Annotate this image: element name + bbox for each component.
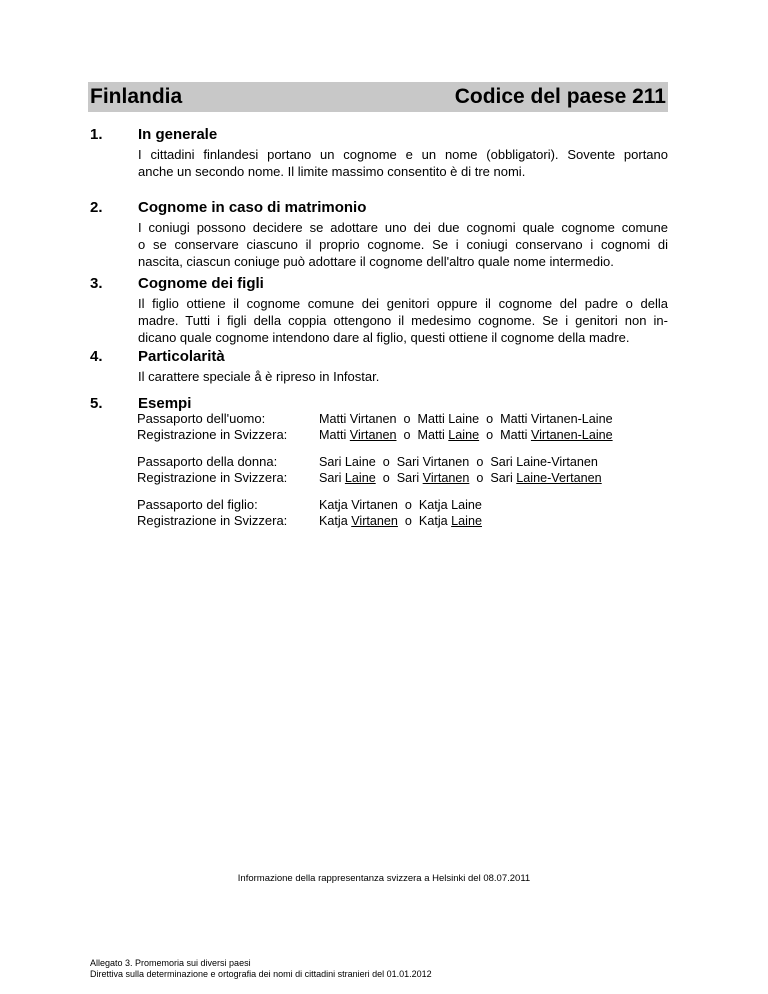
first-name: Sari (319, 471, 342, 485)
separator: o (403, 428, 411, 442)
body-line: Il figlio ottiene il cognome comune dei genitori oppure il cognome del padre o della (138, 296, 668, 311)
footer-line: Allegato 3. Promemoria sui diversi paesi (90, 958, 251, 968)
first-name: Katja (319, 514, 348, 528)
first-name: Matti (500, 428, 528, 442)
body-line: I coniugi possono decidere se adottare uno dei due cognomi quale cognome comune (138, 220, 668, 235)
name-variant: Sari Virtanen (396, 455, 470, 469)
separator: o (382, 471, 390, 485)
section-title: Esempi (138, 395, 192, 412)
example-values (319, 513, 482, 529)
first-name: Sari (490, 471, 513, 485)
example-label: Passaporto della donna: (137, 454, 278, 469)
example-label: Registrazione in Svizzera: (137, 513, 288, 528)
footer-line: Direttiva sulla determinazione e ortografia dei nomi di cittadini stranieri del 01.01.2012 (90, 969, 432, 979)
example-values (319, 454, 598, 470)
separator: o (486, 412, 494, 426)
section-number: 4. (90, 348, 103, 365)
section-number: 1. (90, 126, 103, 143)
surname-underlined: Virtanen-Laine (530, 428, 613, 442)
section-title: In generale (138, 126, 218, 143)
example-values (319, 427, 613, 443)
name-variant: Sari Laine (319, 455, 376, 469)
section-body (138, 368, 668, 385)
separator: o (404, 514, 412, 528)
separator: o (403, 412, 411, 426)
example-label: Passaporto del figlio: (137, 497, 258, 512)
body-line: I cittadini finlandesi portano un cognome e un nome (obbligatori). Sovente portano (138, 147, 668, 162)
separator: o (486, 428, 494, 442)
section-number: 3. (90, 275, 103, 292)
section-number: 5. (90, 395, 103, 412)
example-label: Registrazione in Svizzera: (137, 427, 288, 442)
body-line: o se conservare ciascuno il proprio cognome. Se i coniugi conservano i cognomi di (138, 237, 668, 252)
first-name: Matti (319, 428, 347, 442)
example-values (319, 470, 602, 486)
surname-underlined: Virtanen (422, 471, 470, 485)
name-variant: Sari Laine-Virtanen (490, 455, 598, 469)
example-label: Passaporto dell'uomo: (137, 411, 266, 426)
surname-underlined: Virtanen (351, 514, 398, 528)
body-line: dicano quale cognome intendono dare al figlio, questi ottiene il cognome della madre. (138, 330, 630, 345)
body-line: anche un secondo nome. Il limite massimo consentito è di tre nomi. (138, 164, 526, 179)
separator: o (476, 471, 484, 485)
body-line: madre. Tutti i figli della coppia ottengono il medesimo cognome. Se i genitori non in- (138, 313, 668, 328)
example-values (319, 497, 482, 513)
example-label: Registrazione in Svizzera: (137, 470, 288, 485)
name-variant: Matti Virtanen (319, 412, 397, 426)
source-note: Informazione della rappresentanza svizzera a Helsinki del 08.07.2011 (237, 873, 531, 884)
section-number: 2. (90, 199, 103, 216)
name-variant: Matti Laine (417, 412, 480, 426)
section-title: Cognome dei figli (138, 275, 264, 292)
surname-underlined: Laine (344, 471, 376, 485)
section-title: Cognome in caso di matrimonio (138, 199, 367, 216)
separator: o (382, 455, 390, 469)
country-code: Codice del paese 211 (454, 85, 666, 108)
name-variant: Matti Virtanen-Laine (500, 412, 613, 426)
first-name: Sari (396, 471, 420, 485)
separator: o (404, 498, 412, 512)
first-name: Matti (417, 428, 445, 442)
body-line: nascita, ciascun coniuge può adottare il cognome dell'altro quale nome intermedio. (138, 254, 614, 269)
first-name: Katja (418, 514, 448, 528)
separator: o (476, 455, 484, 469)
body-line: Il carattere speciale å è ripreso in Infostar. (138, 369, 380, 384)
section-body (138, 219, 668, 270)
surname-underlined: Laine-Vertanen (516, 471, 602, 485)
section-title: Particolarità (138, 348, 225, 365)
page-header (88, 82, 668, 112)
surname-underlined: Virtanen (349, 428, 397, 442)
name-variant: Katja Virtanen (319, 498, 398, 512)
country-name: Finlandia (90, 85, 183, 108)
name-variant: Katja Laine (418, 498, 482, 512)
example-values (319, 411, 613, 427)
section-body (138, 295, 668, 346)
surname-underlined: Laine (448, 428, 480, 442)
page-footer (90, 958, 432, 980)
surname-underlined: Laine (451, 514, 482, 528)
section-body (138, 146, 668, 180)
